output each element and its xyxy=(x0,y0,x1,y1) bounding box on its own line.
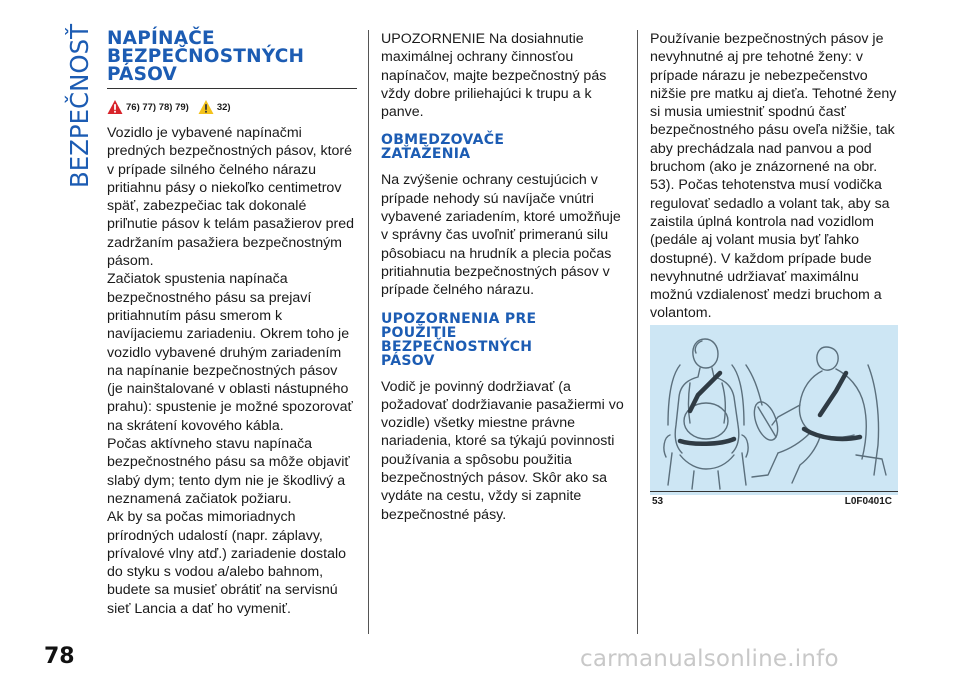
danger-triangle-icon xyxy=(107,99,123,115)
heading-line: BEZPEČNOSTNÝCH xyxy=(381,338,533,355)
heading-line: UPOZORNENIA PRE xyxy=(381,310,537,327)
paragraph: Vodič je povinný dodržiavať (a požadovať dodržiavanie pasažiermi vo vozidle) všetky miestne právne nariadenia, ktoré sa týkajú povinnosti používania a spôsobu použitia bezpečnostných pásov. Skôr ako sa vydáte na cestu, vždy si zapnite bezpečnostné pásy. xyxy=(381,378,624,523)
paragraph: Vozidlo je vybavené napínačmi predných bezpečnostných pásov, ktoré v prípade silného čelného nárazu pritiahnu pásy o niekoľko centimetrov späť, zabezpečiac tak dokonalé priľnutie pásov k telám pasažierov pred zadržaním pasažiera bezpečnostným pásom. xyxy=(107,125,355,270)
section-heading-seatbelt-usage xyxy=(381,312,625,368)
figure-pregnant-seatbelt-illustration xyxy=(650,325,898,495)
section-side-label xyxy=(58,12,98,192)
figure-caption-rule xyxy=(650,491,898,492)
column-divider-1 xyxy=(368,30,369,634)
heading-line: OBMEDZOVAČE xyxy=(381,132,505,149)
column-3 xyxy=(650,30,898,323)
warning-references xyxy=(107,97,357,117)
page-number: 78 xyxy=(44,644,75,669)
column-2 xyxy=(381,30,625,524)
heading-line: PÁSOV xyxy=(107,64,178,85)
column-divider-2 xyxy=(637,30,638,634)
paragraph: Začiatok spustenia napínača bezpečnostného pásu sa prejaví pritiahnutím pásu smerom k navíjaciemu zariadeniu. Okrem toho je vozidlo vybavené druhým zariadením na napínanie bezpečnostných pásov (je nainštalované v oblasti nástupného prahu): spustenie je možné spozorovať na skrátení kovového kábla. xyxy=(107,271,353,434)
heading-line: PÁSOV xyxy=(381,352,435,369)
paragraph: Používanie bezpečnostných pásov je nevyhnutné aj pre tehotné ženy: v prípade nárazu je nebezpečenstvo nižšie pre matku aj dieťa. Tehotné ženy si musia umiestniť spodnú časť bezpečnostného pásu oveľa nižšie, tak aby prechádzala nad panvou a pod bruchom (ako je znázornené na obr. 53). Počas tehotenstva musí vodička regulovať sedadlo a volant tak, aby sa zaistila úplná kontrola nad vozidlom (pedále aj volant musia byť ľahko dostupné). V každom prípade bude nevyhnutné udržiavať maximálnu možnú vzdialenosť medzi bruchom a volantom. xyxy=(650,31,897,322)
paragraph: Na zvýšenie ochrany cestujúcich v prípade nehody sú navíjače vnútri vybavené zariadením, ktoré umožňuje v správny čas uvoľniť primeranú silu pôsobiacu na hrudník a plecia počas pritiahnutia bezpečnostných pásov v prípade čelného nárazu. xyxy=(381,172,621,299)
heading-line: ZAŤAŽENIA xyxy=(381,146,471,163)
heading-line: NAPÍNAČE xyxy=(107,28,215,49)
heading-line: BEZPEČNOSTNÝCH xyxy=(107,46,305,67)
warning-note: UPOZORNENIE Na dosiahnutie maximálnej ochrany činnosťou napínačov, majte bezpečnostný pás vždy dobre priliehajúci k trupu a k panve. xyxy=(381,31,607,121)
caution-triangle-icon xyxy=(198,99,214,115)
section-heading-load-limiters xyxy=(381,133,625,161)
side-label-text: BEZPEČNOSŤ xyxy=(65,20,94,188)
watermark-text: carmanualsonline.info xyxy=(580,646,839,672)
heading-line: POUŽITIE xyxy=(381,324,457,341)
seatbelt-illustration xyxy=(650,325,898,491)
paragraph: Ak by sa počas mimoriadnych prírodných udalostí (napr. záplavy, prívalové vlny atď.) zariadenie dostalo do styku s vodou a/alebo bahnom, budete sa musieť obrátiť na servisnú sieť Lancia a dať ho vymeniť. xyxy=(107,509,346,617)
figure-number: 53 xyxy=(652,496,664,507)
figure-code: L0F0401C xyxy=(844,496,892,507)
heading-underline xyxy=(107,88,357,89)
caution-warning-refs: 32) xyxy=(216,101,231,113)
paragraph: Počas aktívneho stavu napínača bezpečnostného pásu sa môže objaviť slabý dym; tento dym nie je škodlivý a neznamená začiatok požiaru. xyxy=(107,436,350,507)
column-1 xyxy=(107,30,357,618)
section-heading-seatbelt-pretensioners xyxy=(107,30,357,84)
danger-warning-refs: 76) 77) 78) 79) xyxy=(126,101,189,113)
side-label-graphic xyxy=(58,12,98,192)
